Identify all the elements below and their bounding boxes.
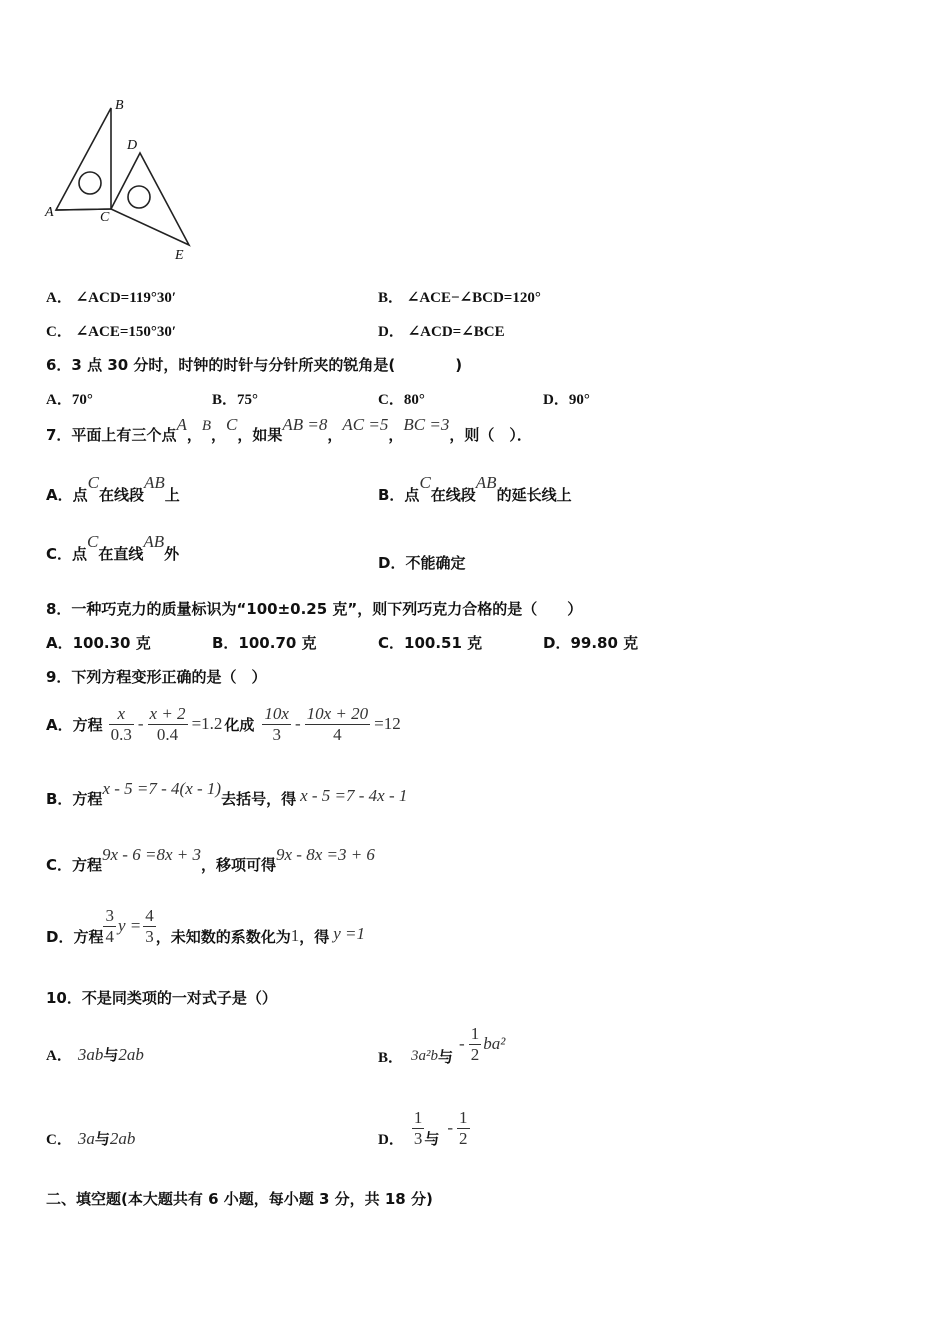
- denominator: 3: [272, 724, 281, 744]
- q7-stem: [46, 415, 532, 445]
- denominator: 3: [145, 926, 154, 946]
- option-post: 上: [164, 486, 180, 504]
- fraction: [109, 704, 134, 745]
- q8-option-b[interactable]: B．100.70 克: [212, 634, 317, 652]
- q9-option-a[interactable]: [46, 700, 401, 748]
- q10-stem: 10．不是同类项的一对式子是（）: [46, 989, 277, 1007]
- q7-sep: ，: [186, 426, 202, 444]
- option-letter: B．: [378, 290, 404, 306]
- q7-sep: ，: [388, 426, 404, 444]
- q9-option-b[interactable]: [46, 779, 408, 809]
- triangle-figure: [40, 95, 200, 265]
- point-c: C: [419, 473, 431, 492]
- point-c: C: [87, 532, 99, 551]
- q10-option-d[interactable]: [378, 1104, 470, 1152]
- option-pre: D．方程: [46, 927, 104, 946]
- option-mid: 在线段: [430, 486, 476, 504]
- option-pre: A．方程: [46, 715, 103, 734]
- eq-ab: AB =8: [282, 415, 328, 434]
- option-letter: D．: [378, 324, 404, 340]
- numerator: 4: [145, 905, 154, 925]
- minus: -: [137, 714, 144, 733]
- equals: =1.2: [191, 714, 223, 733]
- point-c: C: [226, 415, 238, 434]
- q6-stem: 6．3 点 30 分时，时钟的时针与分针所夹的锐角是( ): [46, 356, 463, 374]
- option-letter: A．: [46, 290, 72, 306]
- q7-stem-pre: 7．平面上有三个点: [46, 426, 177, 444]
- with-text: 与: [424, 1129, 440, 1148]
- option-post: 外: [164, 545, 180, 563]
- option-mid: ，未知数的系数化为: [155, 927, 291, 946]
- coefficient-one: 1: [290, 926, 300, 945]
- numerator: 10x: [264, 703, 289, 723]
- equation: 9x - 6 =8x + 3: [102, 845, 201, 864]
- point-a: A: [176, 415, 187, 434]
- q10-option-c[interactable]: [46, 1128, 135, 1149]
- option-mid: ，移项可得: [200, 856, 276, 874]
- option-letter: C．: [46, 324, 72, 340]
- equals: =12: [374, 714, 401, 733]
- line-ab: AB: [143, 532, 165, 551]
- triangle-abc-hole: [79, 172, 101, 194]
- label-e: E: [175, 248, 184, 263]
- q7-option-b[interactable]: [378, 473, 572, 505]
- numerator: 1: [459, 1107, 468, 1127]
- minus: -: [459, 1034, 465, 1053]
- option-pre: A．点: [46, 486, 88, 504]
- option-text: ∠ACD=∠BCE: [407, 324, 505, 340]
- with-text: 与: [94, 1130, 110, 1148]
- q9-option-d[interactable]: [46, 902, 365, 950]
- q8-option-d[interactable]: D．99.80 克: [543, 634, 639, 652]
- option-letter: B．: [378, 1049, 404, 1066]
- numerator: 1: [470, 1023, 480, 1043]
- q10-option-b[interactable]: [378, 1020, 505, 1068]
- label-b: B: [115, 98, 124, 113]
- option-pre: B．点: [378, 486, 420, 504]
- equation: x - 5 =7 - 4(x - 1): [102, 779, 222, 798]
- option-mid: 化成: [224, 715, 255, 734]
- triangle-abc: [56, 108, 111, 210]
- q7-option-a[interactable]: [46, 473, 180, 505]
- with-text: 与: [103, 1046, 119, 1064]
- segment-ab: AB: [475, 473, 497, 492]
- fraction: [457, 1108, 470, 1149]
- denominator: 4: [333, 724, 342, 744]
- q7-stem-post: ，则（ ）．: [449, 426, 532, 444]
- q6-option-a[interactable]: A．70°: [46, 392, 93, 408]
- q6-option-d[interactable]: D．90°: [543, 392, 590, 408]
- q5-option-c[interactable]: [46, 320, 176, 341]
- eq-ac: AC =5: [342, 415, 389, 434]
- option-text: ∠ACE=150°30′: [75, 324, 177, 340]
- fraction: [143, 906, 156, 947]
- q9-option-c[interactable]: [46, 845, 375, 875]
- point-c: C: [87, 473, 99, 492]
- section-title: 二、填空题(本大题共有 6 小题，每小题 3 分，共 18 分): [46, 1190, 433, 1208]
- eq-bc: BC =3: [403, 415, 450, 434]
- option-letter: C．: [46, 1132, 72, 1148]
- option-pre: C．方程: [46, 856, 103, 874]
- option-text: ∠ACE−∠BCD=120°: [406, 290, 541, 306]
- minus: -: [294, 714, 301, 733]
- result: y =1: [333, 924, 366, 943]
- denominator: 0.4: [156, 724, 179, 744]
- fraction: [148, 704, 188, 745]
- q6-option-b[interactable]: B．75°: [212, 392, 259, 408]
- expression: 2ab: [118, 1045, 144, 1064]
- option-mid: ，得: [299, 927, 330, 946]
- q7-if: ，如果: [237, 426, 283, 444]
- numerator: 1: [413, 1107, 423, 1127]
- numerator: 10x + 20: [306, 703, 369, 723]
- expression: 3ab: [77, 1045, 104, 1064]
- q8-stem: 8．一种巧克力的质量标识为“100±0.25 克”，则下列巧克力合格的是（ ）: [46, 600, 583, 618]
- fraction: [262, 704, 291, 745]
- option-pre: B．方程: [46, 790, 103, 808]
- q5-option-d[interactable]: [378, 320, 505, 341]
- q6-option-c[interactable]: C．80°: [378, 392, 425, 408]
- q9-stem: 9．下列方程变形正确的是（ ）: [46, 668, 267, 686]
- q7-sep: ，: [327, 426, 343, 444]
- expression: 3a²b: [411, 1047, 439, 1064]
- triangle-dce-hole: [128, 186, 150, 208]
- equation: x - 5 =7 - 4x - 1: [300, 786, 408, 805]
- q8-option-a[interactable]: A．100.30 克: [46, 634, 151, 652]
- q5-option-a[interactable]: [46, 286, 176, 307]
- denominator: 2: [459, 1128, 468, 1148]
- q7-sep: ，: [211, 426, 227, 444]
- fraction: [103, 906, 116, 947]
- expression: 2ab: [109, 1129, 136, 1148]
- numerator: 3: [105, 905, 114, 925]
- denominator: 2: [470, 1044, 480, 1064]
- q7-option-c[interactable]: [46, 532, 180, 564]
- option-post: 的延长线上: [496, 486, 572, 504]
- q5-option-b[interactable]: [378, 286, 541, 307]
- q10-option-a[interactable]: [46, 1044, 144, 1065]
- option-letter: D．: [378, 1131, 404, 1148]
- option-mid: 在直线: [98, 545, 144, 563]
- label-d: D: [127, 138, 138, 153]
- numerator: x + 2: [149, 703, 186, 723]
- denominator: 4: [105, 926, 114, 946]
- expression: ba²: [483, 1034, 506, 1053]
- denominator: 0.3: [110, 724, 132, 744]
- denominator: 3: [413, 1128, 423, 1148]
- point-b: B: [201, 418, 212, 434]
- expression: 3a: [77, 1129, 95, 1148]
- option-letter: A．: [46, 1048, 72, 1064]
- equation: 9x - 8x =3 + 6: [275, 845, 375, 864]
- label-a: A: [45, 205, 54, 220]
- variable-y: y =: [117, 916, 142, 935]
- option-text: ∠ACD=119°30′: [75, 290, 177, 306]
- option-pre: C．点: [46, 545, 88, 563]
- fraction: [469, 1024, 482, 1065]
- minus: -: [447, 1118, 454, 1137]
- label-c: C: [100, 210, 110, 225]
- option-mid: 去括号，得: [221, 790, 297, 808]
- q7-option-d[interactable]: D．不能确定: [378, 554, 466, 572]
- fraction: [305, 704, 371, 745]
- fraction: [412, 1108, 425, 1149]
- option-mid: 在线段: [98, 486, 144, 504]
- q8-option-c[interactable]: C．100.51 克: [378, 634, 483, 652]
- with-text: 与: [438, 1047, 454, 1066]
- segment-ab: AB: [143, 473, 165, 492]
- numerator: x: [109, 704, 134, 725]
